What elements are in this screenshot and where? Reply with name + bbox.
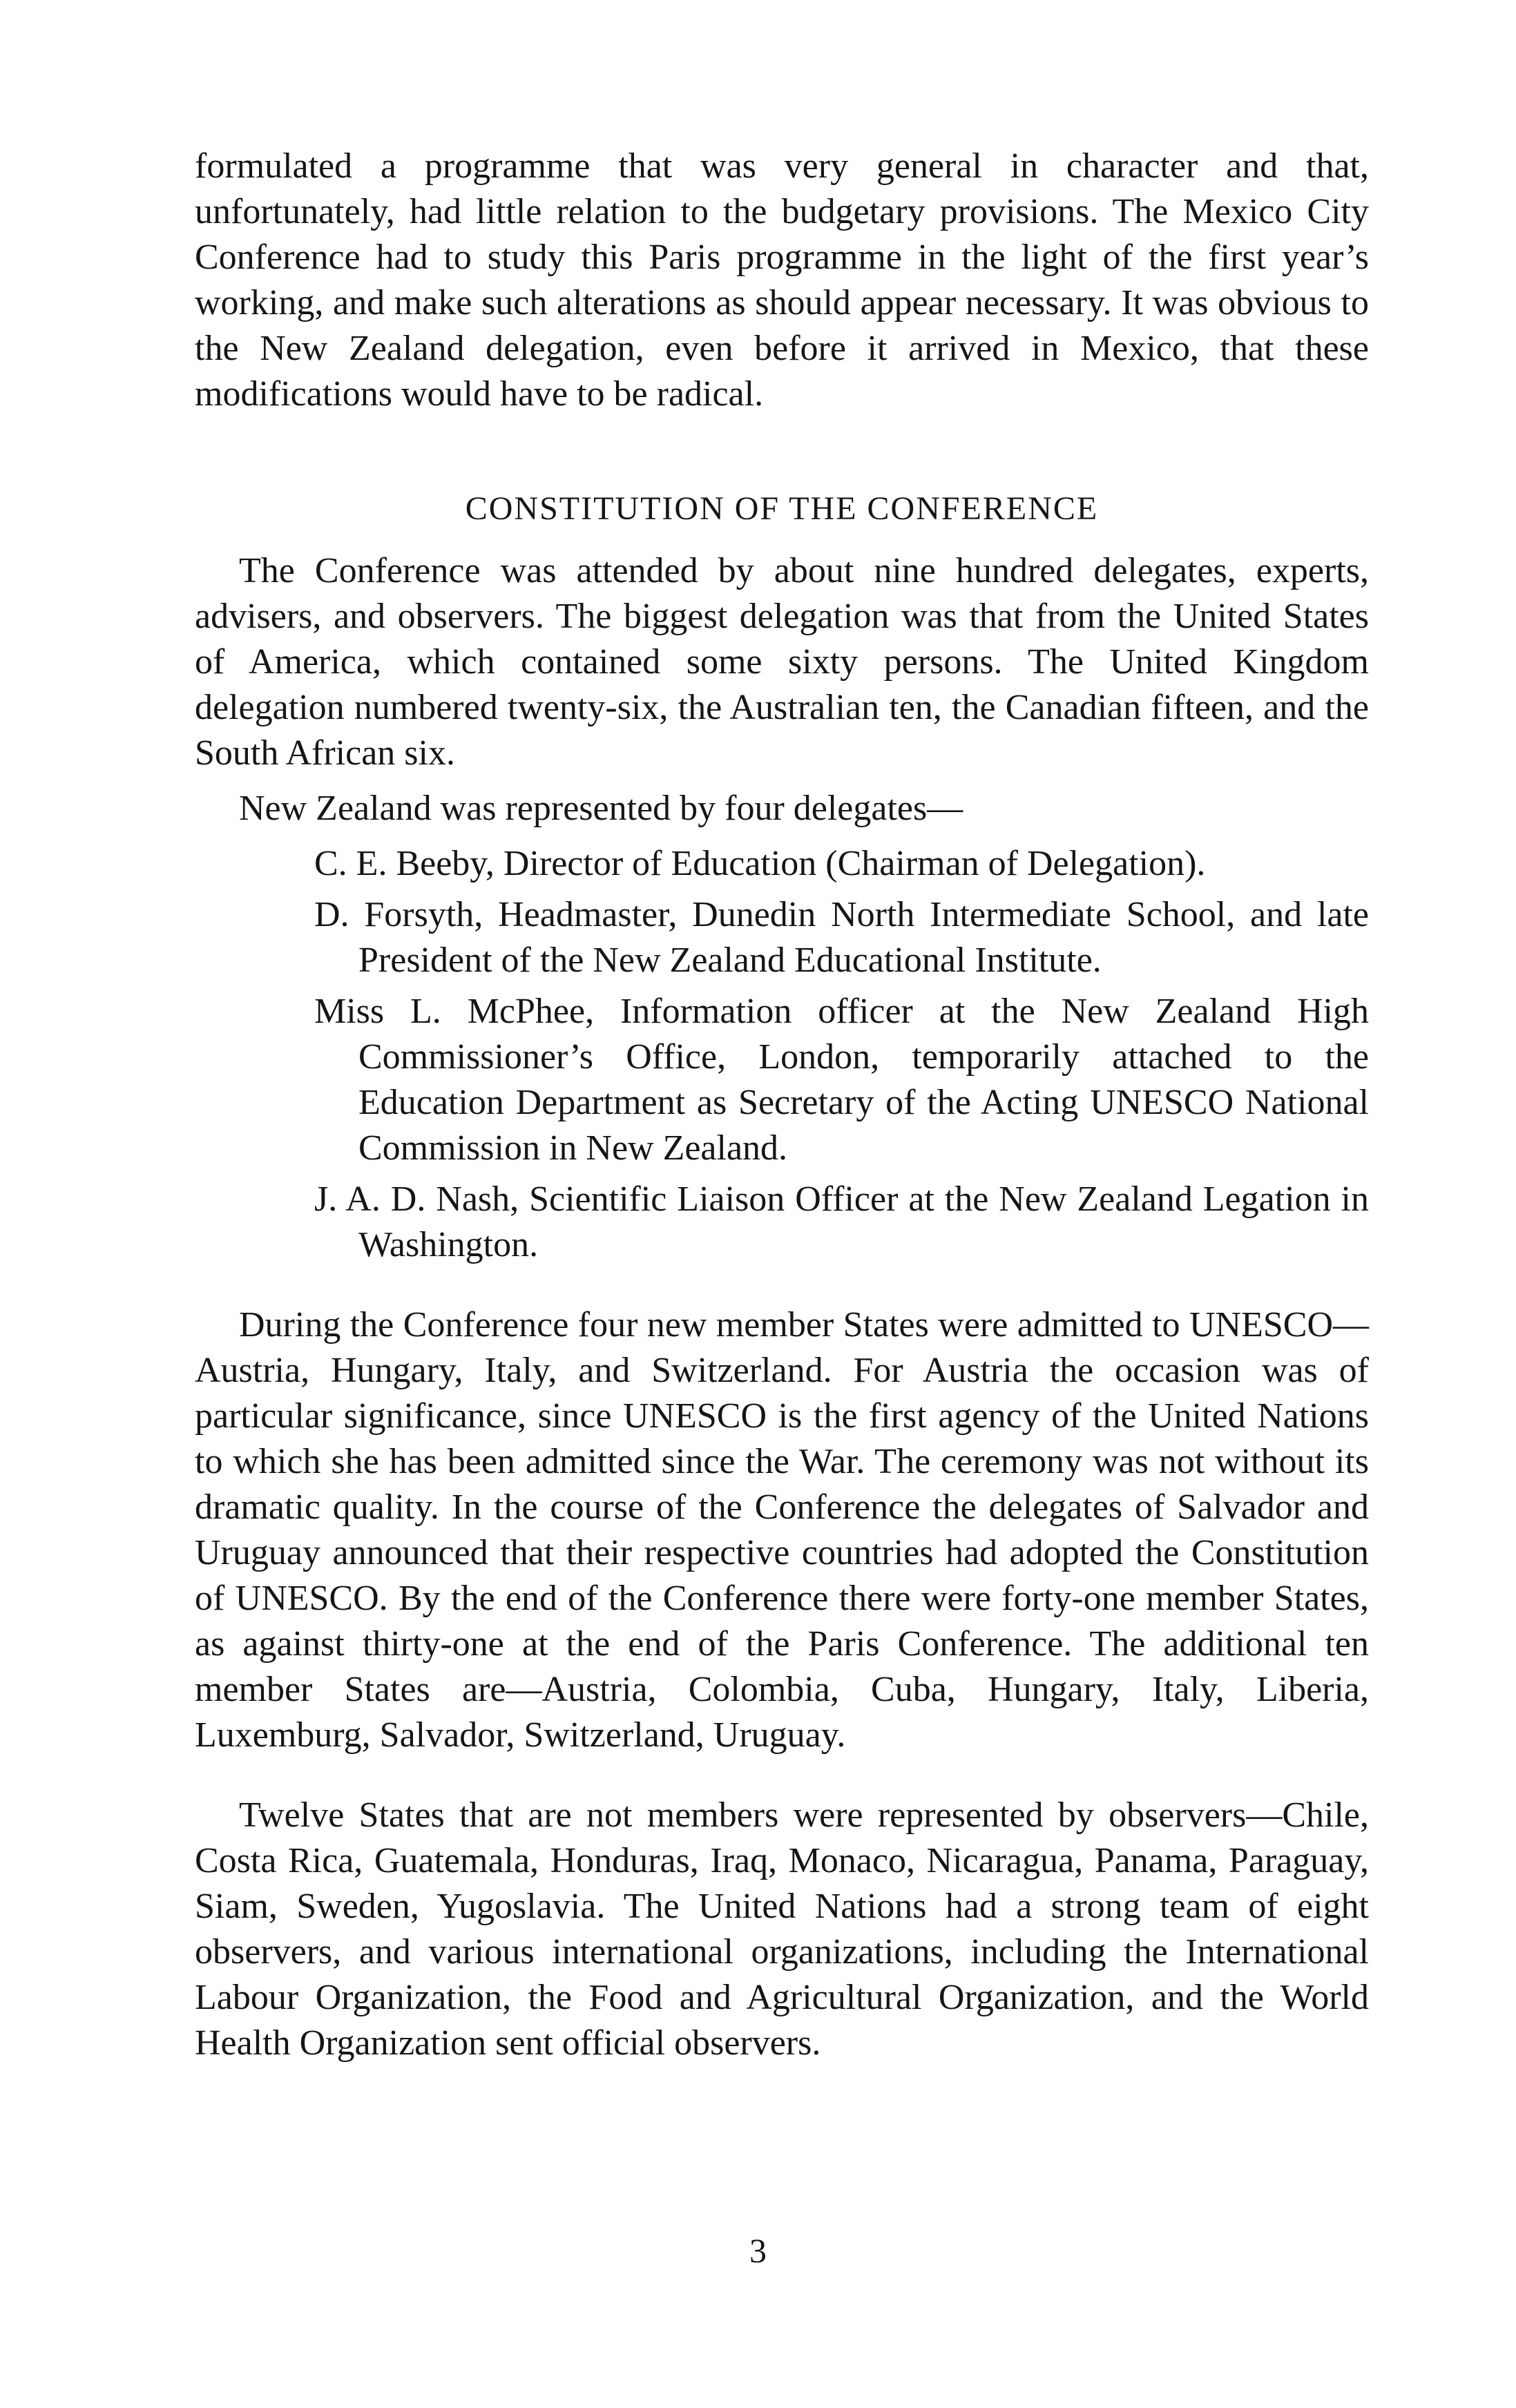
paragraph-admitted: During the Conference four new member States were admitted to UNESCO—Austria, Hungary, Italy, and Switzerland. For Austria the occasion was of particular significance, since UNESCO is the first agency of the United Nations to which she has been admitted since the War. The ceremony was not without its dramatic quality. In the course of the Conference the delegates of Salvador and Uruguay announced that their respective countries had adopted the Constitution of UNESCO. By the end of the Conference there were forty-one member States, as against thirty-one at the end of the Paris Conference. The additional ten member States are—Austria, Colombia, Cuba, Hungary, Italy, Liberia, Luxemburg, Salvador, Switzerland, Uruguay.	[195, 1305, 1369, 1755]
delegate-item: C. E. Beeby, Director of Education (Chairman of Delegation).	[314, 844, 1206, 883]
paragraph-opening: formulated a programme that was very general in character and that, unfortunately, had little relation to the budgetary provisions. The Mexico City Conference had to study this Paris programme in the light of the first year’s working, and make such alterations as should appear necessary. It was obvious to the New Zealand delegation, even before it arrived in Mexico, that these modifications would have to be radical.	[195, 146, 1369, 414]
page-body	[195, 144, 1369, 2066]
paragraph-attendance: The Conference was attended by about nine hundred delegates, experts, advisers, and observers. The biggest delegation was that from the United States of America, which contained some sixty persons. The United Kingdom delegation numbered twenty-six, the Australian ten, the Canadian fifteen, and the South African six.	[195, 551, 1369, 773]
delegate-item: Miss L. McPhee, Information officer at the New Zealand High Commissioner’s Office, London, temporarily attached to the Education Department as Secretary of the Acting UNESCO National Commission in New Zealand.	[314, 992, 1369, 1168]
delegate-item: J. A. D. Nash, Scientific Liaison Officer at the New Zealand Legation in Washington.	[314, 1179, 1369, 1264]
paragraph-observers: Twelve States that are not members were represented by observers—Chile, Costa Rica, Guatemala, Honduras, Iraq, Monaco, Nicaragua, Panama, Paraguay, Siam, Sweden, Yugoslavia. The United Nations had a strong team of eight observers, and various international organizations, including the International Labour Organization, the Food and Agricultural Organization, and the World Health Organization sent official observers.	[195, 1795, 1369, 2063]
section-heading: CONSTITUTION OF THE CONFERENCE	[465, 490, 1099, 527]
page-number: 3	[749, 2231, 767, 2270]
delegate-item: D. Forsyth, Headmaster, Dunedin North Intermediate School, and late President of the New Zealand Educational Institute.	[314, 895, 1369, 980]
paragraph-delegates-intro: New Zealand was represented by four delegates—	[239, 789, 963, 828]
delegate-list	[195, 841, 1369, 1268]
